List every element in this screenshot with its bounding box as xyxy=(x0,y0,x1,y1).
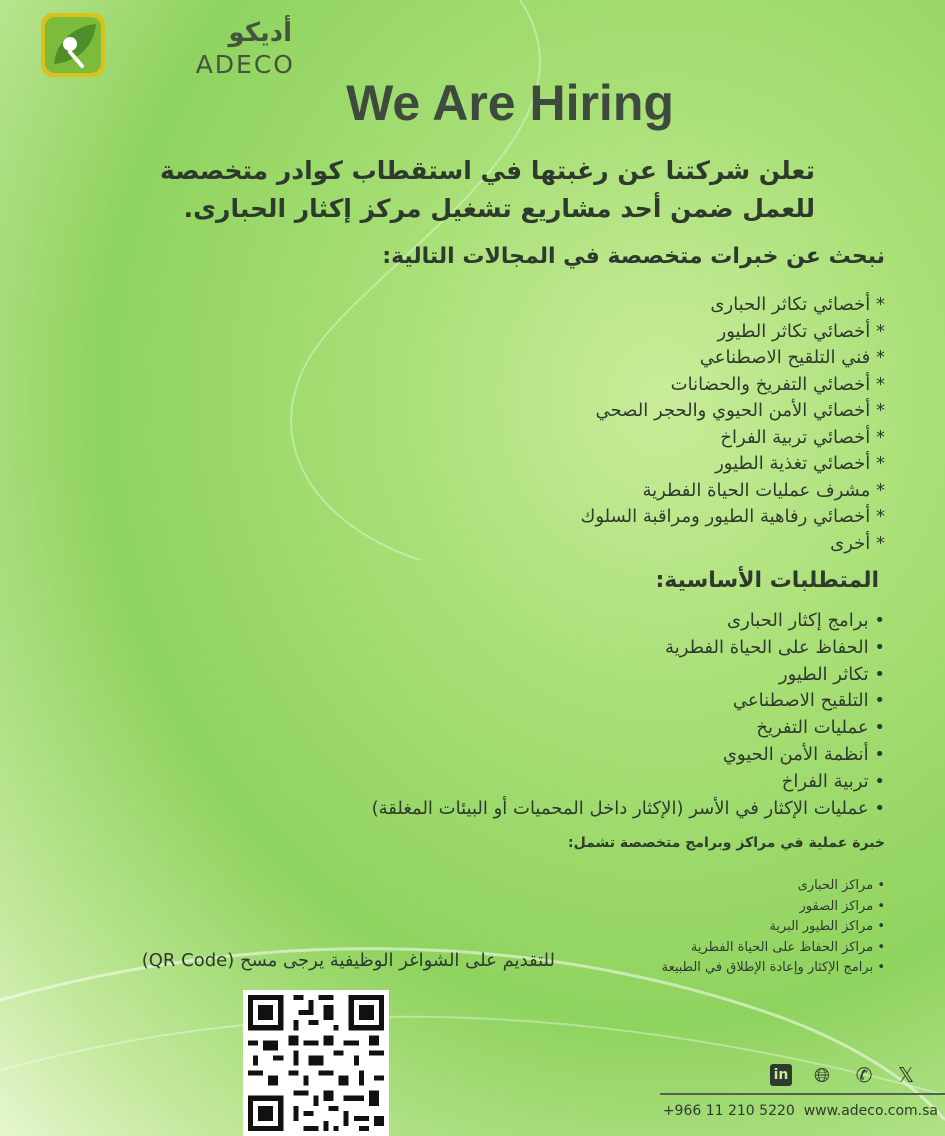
list-item: * مشرف عمليات الحياة الفطرية xyxy=(581,478,885,505)
experience-heading: خبرة عملية في مراكز وبرامج متخصصة تشمل: xyxy=(567,835,885,851)
contact-line xyxy=(600,1103,938,1119)
list-item: • مراكز الطيور البرية xyxy=(662,917,885,938)
globe-icon[interactable]: 🌐︎ xyxy=(814,1063,830,1087)
list-item: * أخصائي الأمن الحيوي والحجر الصحي xyxy=(581,398,885,425)
list-item: * أخصائي تكاثر الطيور xyxy=(581,319,885,346)
list-item: * أخصائي تكاثر الحبارى xyxy=(581,292,885,319)
x-icon[interactable]: 𝕏 xyxy=(897,1063,915,1087)
logo-english-name: ADECO xyxy=(195,50,295,79)
intro-text xyxy=(135,152,815,228)
intro-line: تعلن شركتنا عن رغبتها في استقطاب كوادر متخصصة xyxy=(160,156,815,185)
list-item: * فني التلقيح الاصطناعي xyxy=(581,345,885,372)
list-item: • عمليات التفريخ xyxy=(372,715,885,742)
qr-code[interactable] xyxy=(243,990,389,1136)
list-item: • مراكز الحبارى xyxy=(662,876,885,897)
social-links xyxy=(770,1062,930,1088)
requirements-list xyxy=(372,608,885,822)
list-item: * أخصائي رفاهية الطيور ومراقبة السلوك xyxy=(581,504,885,531)
list-item: • مراكز الصقور xyxy=(662,897,885,918)
whatsapp-icon[interactable]: ✆ xyxy=(855,1063,873,1087)
list-item: • برامج إكثار الحبارى xyxy=(372,608,885,635)
experience-list xyxy=(662,876,885,979)
phone-number[interactable]: +966 11 210 5220 xyxy=(662,1103,795,1119)
list-item: • عمليات الإكثار في الأسر (الإكثار داخل المحميات أو البيئات المغلقة) xyxy=(372,796,885,823)
fields-heading: نبحث عن خبرات متخصصة في المجالات التالية: xyxy=(382,244,885,269)
qr-code-icon xyxy=(243,990,389,1136)
list-item: • برامج الإكثار وإعادة الإطلاق في الطبيعة xyxy=(662,958,885,979)
website-link[interactable]: www.adeco.com.sa xyxy=(803,1103,938,1119)
adeco-logo xyxy=(40,12,295,79)
adeco-leaf-logo-icon xyxy=(40,12,106,78)
list-item: • الحفاظ على الحياة الفطرية xyxy=(372,635,885,662)
linkedin-icon[interactable]: in xyxy=(770,1064,792,1086)
headline: We Are Hiring xyxy=(346,75,674,131)
list-item: * أخصائي تربية الفراخ xyxy=(581,425,885,452)
list-item: • التلقيح الاصطناعي xyxy=(372,688,885,715)
list-item: * أخصائي تغذية الطيور xyxy=(581,451,885,478)
fields-list xyxy=(581,292,885,557)
footer-divider xyxy=(660,1093,945,1095)
list-item: • أنظمة الأمن الحيوي xyxy=(372,742,885,769)
logo-arabic-name: أديكو xyxy=(228,18,292,48)
list-item: * أخرى xyxy=(581,531,885,558)
requirements-heading: المتطلبات الأساسية: xyxy=(655,568,879,593)
intro-line: للعمل ضمن أحد مشاريع تشغيل مركز إكثار الحبارى. xyxy=(183,194,815,223)
list-item: • مراكز الحفاظ على الحياة الفطرية xyxy=(662,938,885,959)
list-item: * أخصائي التفريخ والحضانات xyxy=(581,372,885,399)
apply-instructions: للتقديم على الشواغر الوظيفية يرجى مسح (QR Code) xyxy=(141,950,555,971)
list-item: • تكاثر الطيور xyxy=(372,662,885,689)
list-item: • تربية الفراخ xyxy=(372,769,885,796)
